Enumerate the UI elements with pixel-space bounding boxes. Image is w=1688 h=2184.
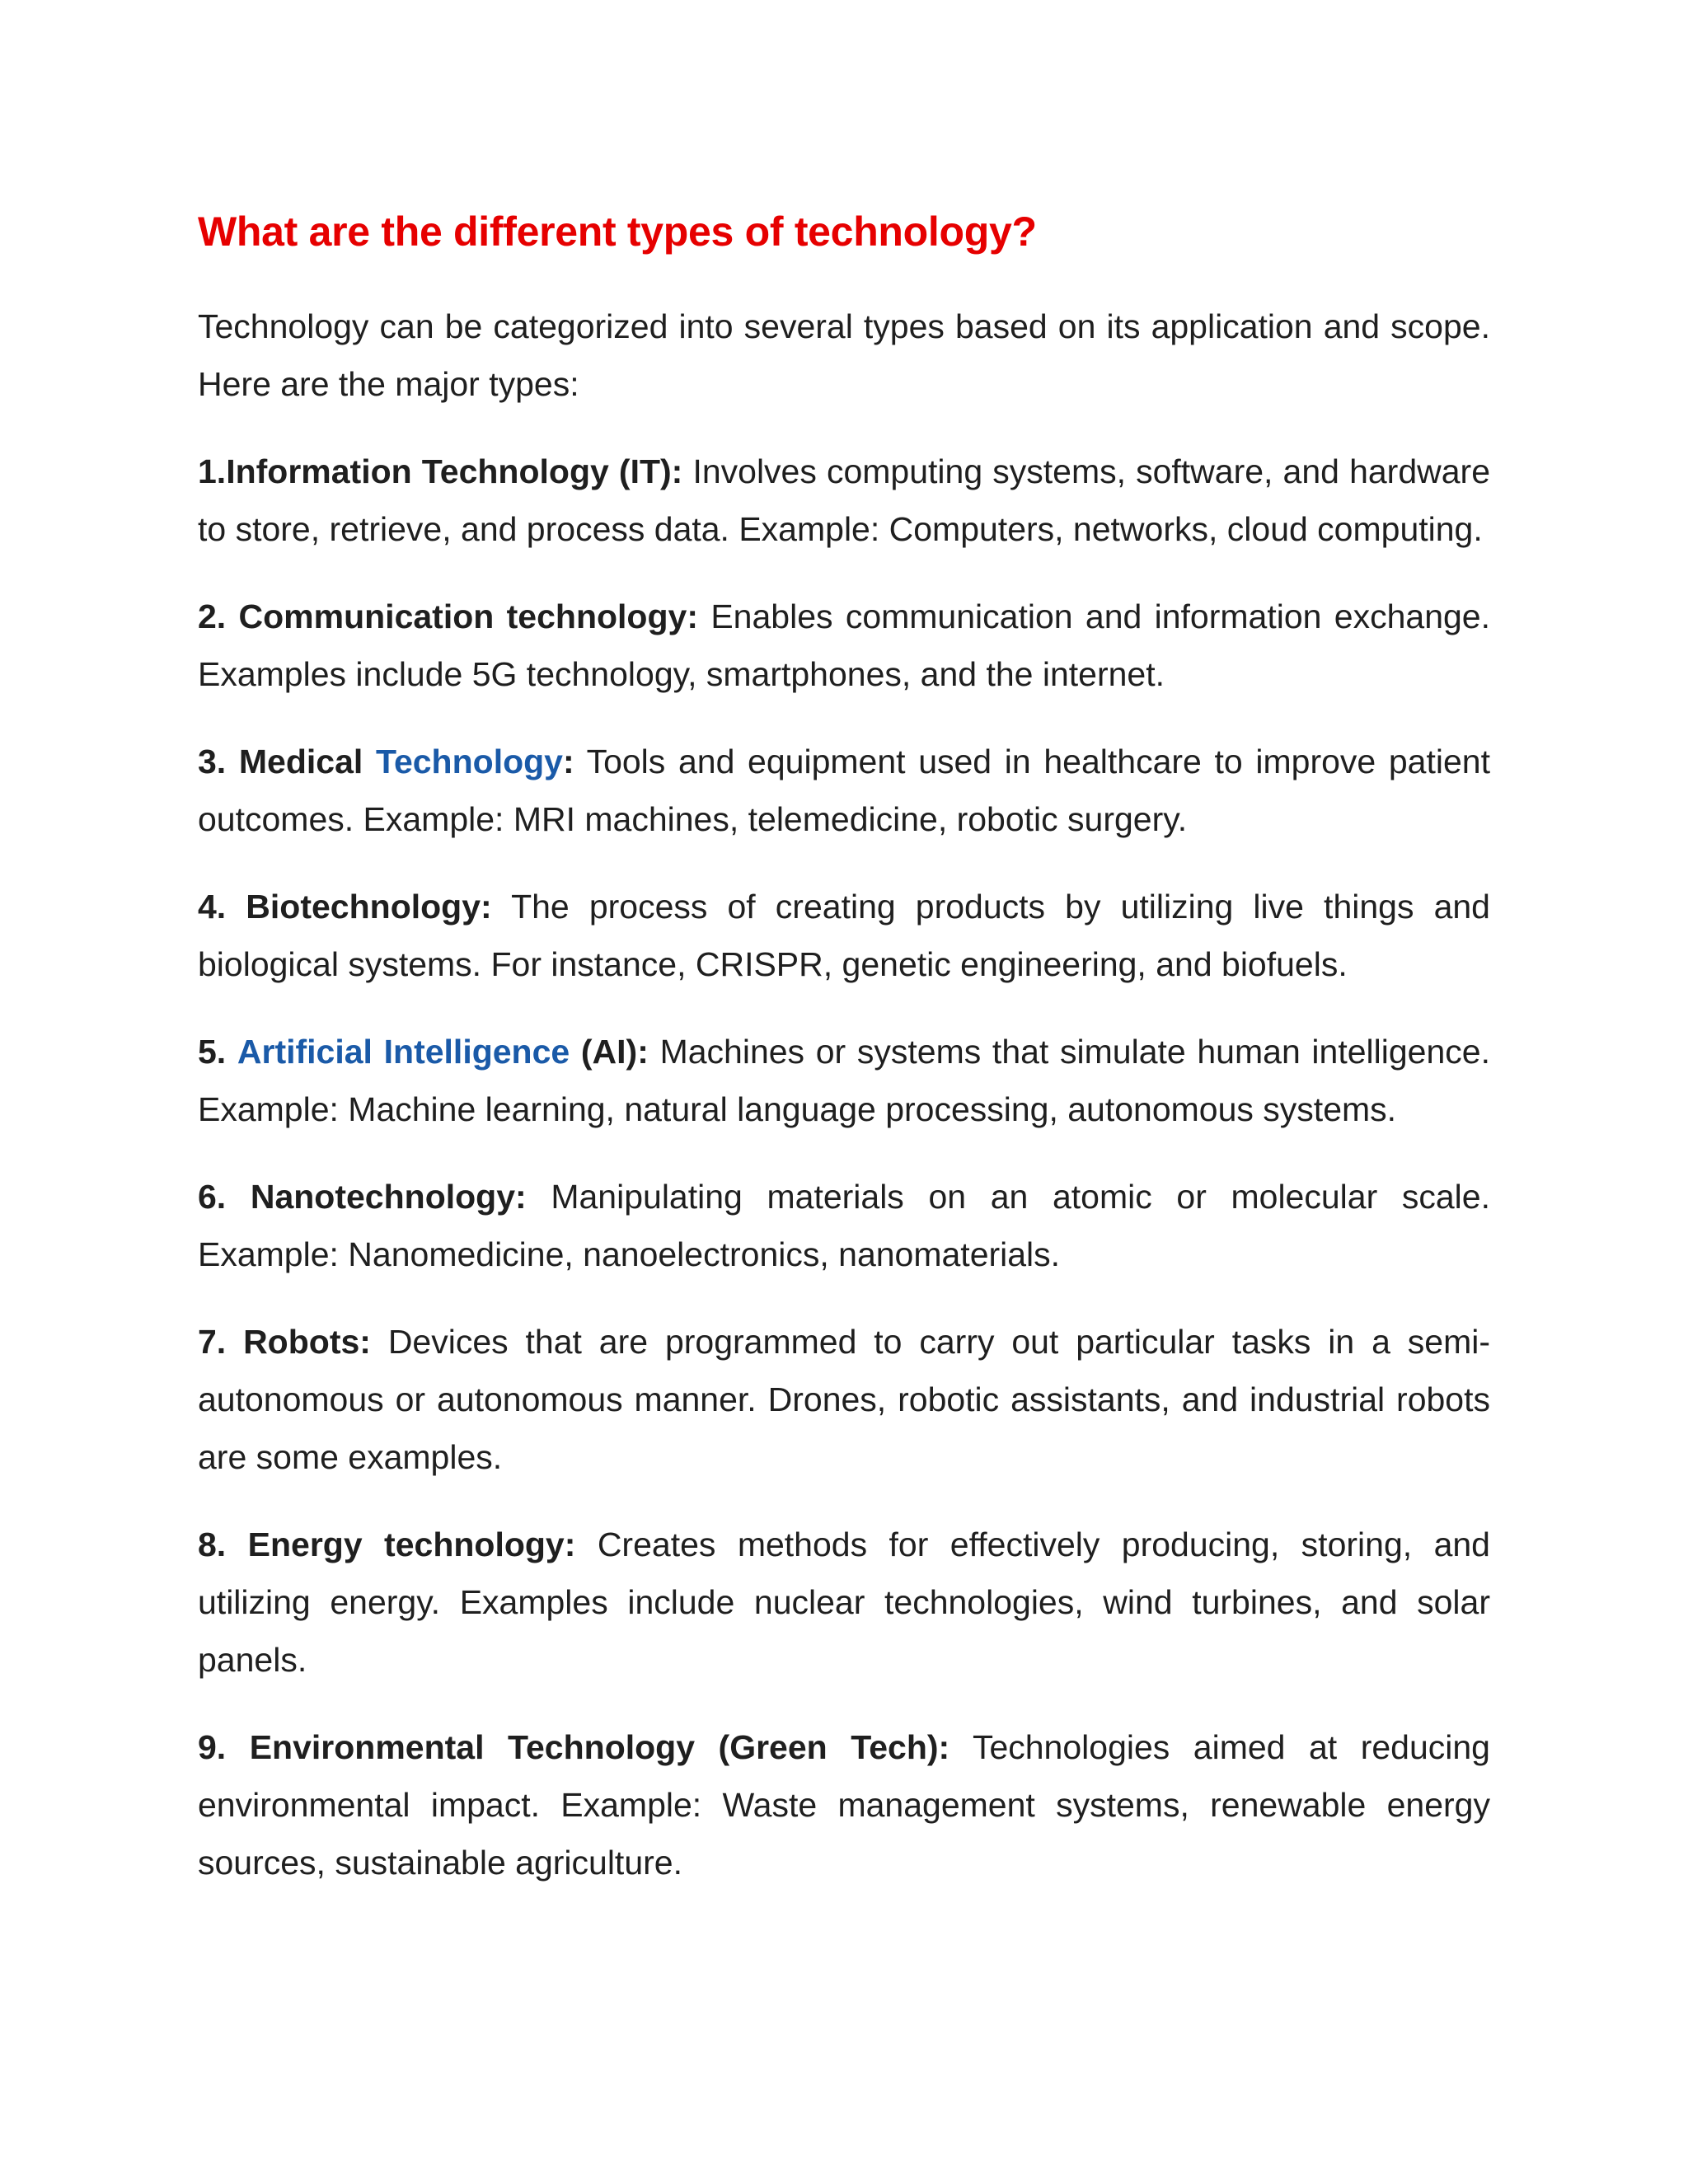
technology-link[interactable]: Technology: [375, 742, 563, 780]
item-text: Machines or systems that simulate human intelligence. Example: Machine learning, natural language processing, autonomous systems.: [198, 1032, 1490, 1128]
list-item-medical-technology: [198, 733, 1490, 848]
item-text: Manipulating materials on an atomic or molecular scale. Example: Nanomedicine, nanoelectronics, nanomaterials.: [198, 1177, 1490, 1273]
list-item-biotechnology: [198, 878, 1490, 993]
list-item-environmental-technology: [198, 1718, 1490, 1891]
item-text: Creates methods for effectively producing, storing, and utilizing energy. Examples include nuclear technologies, wind turbines, and solar panels.: [198, 1525, 1490, 1679]
item-label-suffix: :: [562, 742, 574, 780]
item-text: Enables communication and information exchange. Examples include 5G technology, smartphones, and the internet.: [198, 597, 1490, 693]
list-item-nanotechnology: [198, 1168, 1490, 1283]
item-text: Technologies aimed at reducing environmental impact. Example: Waste management systems, renewable energy sources, sustainable agriculture.: [198, 1727, 1490, 1882]
list-item-robots: [198, 1313, 1490, 1486]
list-item-energy-technology: [198, 1516, 1490, 1689]
list-item-artificial-intelligence: [198, 1023, 1490, 1138]
item-text: The process of creating products by utilizing live things and biological systems. For instance, CRISPR, genetic engineering, and biofuels.: [198, 887, 1490, 983]
item-text: Devices that are programmed to carry out particular tasks in a semi-autonomous or autonomous manner. Drones, robotic assistants, and industrial robots are some examples.: [198, 1322, 1490, 1476]
intro-paragraph: Technology can be categorized into several types based on its application and scope. Here are the major types:: [198, 307, 1490, 403]
document-page: [198, 206, 1490, 1921]
item-label: 8. Energy technology:: [198, 1525, 576, 1563]
item-label: 9. Environmental Technology (Green Tech):: [198, 1727, 950, 1766]
item-label: 6. Nanotechnology:: [198, 1177, 527, 1216]
item-label-prefix: 3. Medical: [198, 742, 363, 780]
item-label: 4. Biotechnology:: [198, 887, 492, 926]
list-item-communication-technology: [198, 588, 1490, 703]
item-text: Involves computing systems, software, and hardware to store, retrieve, and process data. Example: Computers, networks, cloud computing.: [198, 452, 1490, 548]
item-label: 2. Communication technology:: [198, 597, 698, 635]
item-label: 7. Robots:: [198, 1322, 371, 1361]
artificial-intelligence-link[interactable]: Artificial Intelligence: [237, 1032, 570, 1071]
item-label: 1.Information Technology (IT):: [198, 452, 683, 490]
page-title: What are the different types of technology?: [198, 209, 1037, 255]
item-label-suffix: (AI):: [580, 1032, 649, 1071]
item-text: Tools and equipment used in healthcare to improve patient outcomes. Example: MRI machines, telemedicine, robotic surgery.: [198, 742, 1490, 838]
list-item-information-technology: [198, 443, 1490, 558]
item-label-prefix: 5.: [198, 1032, 227, 1071]
